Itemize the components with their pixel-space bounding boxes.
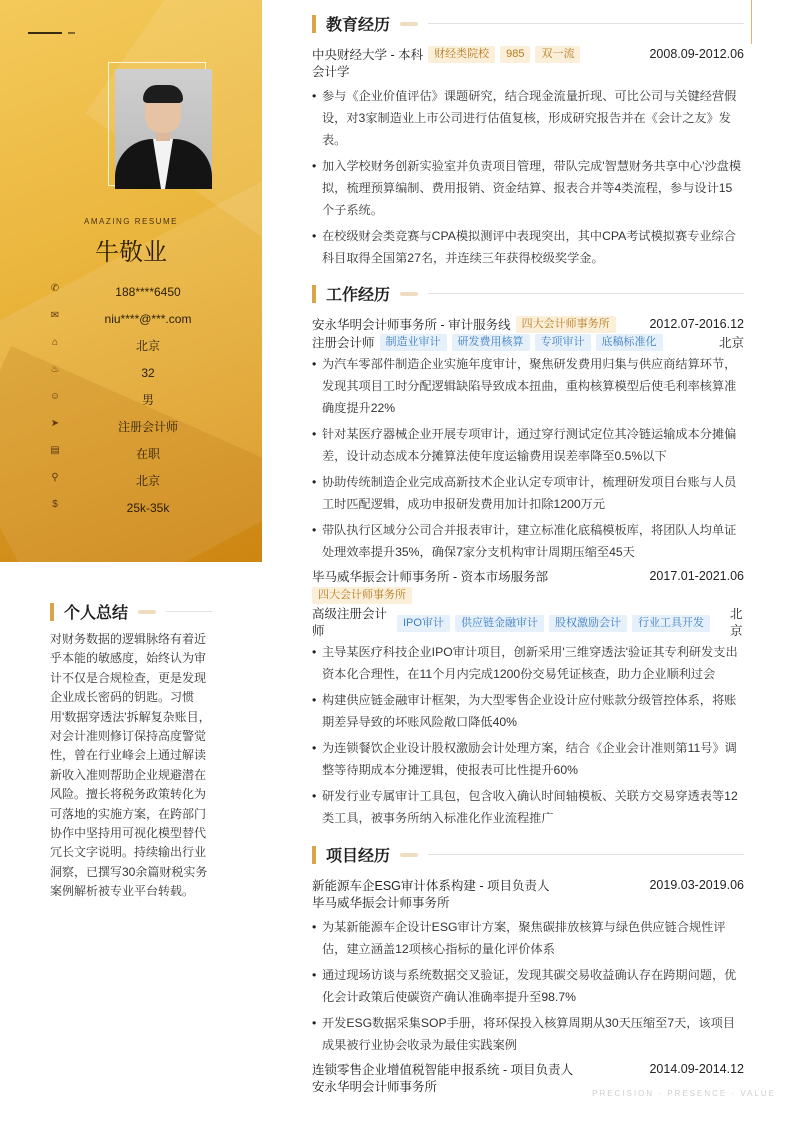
education-heading bbox=[312, 12, 744, 35]
job-city: 北京 bbox=[718, 336, 744, 350]
skill-tag: 研发费用核算 bbox=[452, 334, 530, 351]
projects-section bbox=[312, 843, 744, 1096]
education-title: 教育经历 bbox=[326, 15, 391, 34]
company-tag-row bbox=[312, 585, 744, 605]
education-header-row bbox=[312, 45, 744, 63]
sidebar-hero bbox=[0, 0, 262, 562]
job-date: 2017.01-2021.06 bbox=[649, 569, 744, 583]
info-salary bbox=[48, 494, 238, 521]
status-value: 在职 bbox=[135, 447, 160, 461]
location-value: 北京 bbox=[135, 474, 160, 488]
list-item: • 研发行业专属审计工具包，包含收入确认时间轴模板、关联方交易穿透表等12类工具，被事务所纳入标准化作业流程推广 bbox=[312, 785, 744, 829]
skill-tag: 底稿标准化 bbox=[596, 334, 663, 351]
mail-icon: ✉ bbox=[50, 310, 60, 321]
job-role-row bbox=[312, 333, 744, 351]
heading-rule bbox=[428, 854, 744, 855]
list-item: • 参与《企业价值评估》课题研究，结合现金流量折现、可比公司与关键经营假设，对3家制造业上市公司进行估值复核，形成研究报告并在《会计之友》发表。 bbox=[312, 85, 744, 151]
job-role-line: 高级注册会计 bbox=[312, 607, 388, 621]
school-tag: 财经类院校 bbox=[428, 46, 495, 63]
project-date: 2014.09-2014.12 bbox=[649, 1062, 744, 1076]
work-title: 工作经历 bbox=[326, 285, 391, 304]
info-email bbox=[48, 305, 238, 332]
project-name: 新能源车企ESG审计体系构建 - 项目负责人 bbox=[312, 879, 550, 893]
summary-text: 对财务数据的逻辑脉络有着近乎本能的敏感度，始终认为审计不仅是合规检查，更是发现企业成长密码的钥匙。习惯用'数据穿透法'拆解复杂账目，对会计准则修订保持高度警觉性，曾在行业峰会上通过解读新收入准则帮助企业规避潜在风险。擅长将税务政策转化为可落地的实施方案，在跨部门协作中坚持用可视化模型替代冗长文字说明。持续输出行业洞察，已撰写30余篇财税实务案例解析被专业平台转载。 bbox=[50, 632, 211, 899]
job-company: 安永华明会计师事务所 - 审计服务线 bbox=[312, 318, 511, 332]
job-bullets bbox=[312, 353, 744, 563]
phone-icon: ✆ bbox=[50, 283, 60, 294]
profile-photo bbox=[115, 69, 212, 189]
list-item: • 主导某医疗科技企业IPO审计项目，创新采用'三维穿透法'验证其专利研发支出资本化合理性，在11个月内完成1200份交易凭证核查，助力企业顺利过会 bbox=[312, 641, 744, 685]
info-location bbox=[48, 467, 238, 494]
briefcase-icon: ▤ bbox=[50, 445, 60, 456]
job-bullets bbox=[312, 641, 744, 829]
job-city bbox=[730, 606, 744, 640]
heading-accent-bar bbox=[312, 846, 316, 864]
work-heading bbox=[312, 282, 744, 305]
job-role-line: 师 bbox=[312, 624, 325, 638]
job-city-line: 京 bbox=[730, 624, 743, 638]
heading-pill bbox=[400, 853, 418, 857]
heading-accent-bar bbox=[312, 285, 316, 303]
list-item: • 构建供应链金融审计框架，为大型零售企业设计应付账款分级管控体系，将账期差异导致的坏账风险敞口降低40% bbox=[312, 689, 744, 733]
heading-accent-bar bbox=[50, 603, 54, 621]
list-item: • 开发ESG数据采集SOP手册，将环保投入核算周期从30天压缩至7天，该项目成果被行业协会收录为最佳实践案例 bbox=[312, 1012, 744, 1056]
skill-tag: 行业工具开发 bbox=[632, 615, 710, 632]
position-value: 注册会计师 bbox=[117, 420, 178, 434]
job-header-row bbox=[312, 315, 744, 333]
info-hometown bbox=[48, 332, 238, 359]
school-name: 中央财经大学 - 本科 bbox=[312, 48, 424, 62]
heading-accent-bar bbox=[312, 15, 316, 33]
skill-tag: 股权激励会计 bbox=[549, 615, 627, 632]
education-bullets bbox=[312, 85, 744, 269]
gender-value: 男 bbox=[141, 393, 154, 407]
company-tag: 四大会计师事务所 bbox=[312, 587, 412, 604]
project-name: 连锁零售企业增值税智能申报系统 - 项目负责人 bbox=[312, 1063, 574, 1077]
list-item: • 为连锁餐饮企业设计股权激励会计处理方案，结合《企业会计准则第11号》调整等待期成本分摊逻辑，使报表可比性提升60% bbox=[312, 737, 744, 781]
candidate-name: 牛敬业 bbox=[95, 238, 167, 266]
job-role bbox=[312, 606, 392, 640]
summary-heading bbox=[50, 600, 212, 623]
cake-icon: ♨ bbox=[50, 364, 60, 375]
project-org: 毕马威华振会计师事务所 bbox=[312, 896, 450, 910]
info-position bbox=[48, 413, 238, 440]
list-item: • 在校级财会类竞赛与CPA模拟测评中表现突出，其中CPA考试模拟赛专业综合科目取得全国第27名，并连续三年获得校级奖学金。 bbox=[312, 225, 744, 269]
contact-info-list bbox=[48, 278, 238, 521]
project-date: 2019.03-2019.06 bbox=[649, 878, 744, 892]
summary-title: 个人总结 bbox=[64, 603, 129, 622]
decorative-line bbox=[28, 32, 62, 34]
projects-heading bbox=[312, 843, 744, 866]
skill-tag: 专项审计 bbox=[535, 334, 591, 351]
skill-tag: IPO审计 bbox=[397, 615, 450, 632]
job-city-line: 北 bbox=[730, 607, 743, 621]
decorative-line bbox=[68, 32, 75, 34]
list-item: • 为某新能源车企设计ESG审计方案，聚焦碳排放核算与绿色供应链合规性评估，建立涵盖12项核心指标的量化评价体系 bbox=[312, 916, 744, 960]
project-org: 安永华明会计师事务所 bbox=[312, 1080, 438, 1094]
project-header-row bbox=[312, 1060, 744, 1078]
location-icon: ⚲ bbox=[51, 472, 59, 483]
job-company: 毕马威华振会计师事务所 - 资本市场服务部 bbox=[312, 570, 549, 584]
heading-pill bbox=[138, 610, 156, 614]
list-item: • 加入学校财务创新实验室并负责项目管理，带队完成'智慧财务共享中心'沙盘模拟，梳理预算编制、费用报销、资金结算、报表合并等4类流程，参与设计15个子系统。 bbox=[312, 155, 744, 221]
job-date: 2012.07-2016.12 bbox=[649, 317, 744, 331]
education-date: 2008.09-2012.06 bbox=[649, 47, 744, 61]
heading-rule bbox=[428, 293, 744, 294]
projects-title: 项目经历 bbox=[326, 846, 391, 865]
project-bullets bbox=[312, 916, 744, 1056]
job-role-row bbox=[312, 605, 744, 641]
project-header-row bbox=[312, 876, 744, 894]
resume-tagline: AMAZING RESUME bbox=[84, 217, 178, 226]
footer-motto: PRECISION · PRESENCE · VALUE bbox=[592, 1089, 776, 1098]
list-item: • 为汽车零部件制造企业实施年度审计，聚焦研发费用归集与供应商结算环节，发现其项目工时分配逻辑缺陷导致成本扭曲，重构核算模型后使毛利率核算准确度提升22% bbox=[312, 353, 744, 419]
education-major: 会计学 bbox=[312, 65, 350, 79]
info-age bbox=[48, 359, 238, 386]
salary-value: 25k-35k bbox=[126, 500, 170, 515]
job-header-row bbox=[312, 567, 744, 585]
skill-tag: 供应链金融审计 bbox=[455, 615, 544, 632]
job-role: 注册会计师 bbox=[312, 336, 375, 350]
school-tag: 985 bbox=[500, 46, 530, 63]
work-section bbox=[312, 282, 744, 833]
age-value: 32 bbox=[141, 365, 155, 380]
heading-rule bbox=[428, 23, 744, 24]
company-tag: 四大会计师事务所 bbox=[516, 316, 616, 333]
heading-rule bbox=[166, 611, 212, 612]
list-item: • 针对某医疗器械企业开展专项审计，通过穿行测试定位其冷链运输成本分摊偏差，设计动态成本分摊算法使年度运输费用误差率降至0.5%以下 bbox=[312, 423, 744, 467]
heading-pill bbox=[400, 22, 418, 26]
send-icon: ➤ bbox=[50, 418, 60, 429]
phone-value: 188****6450 bbox=[115, 284, 181, 299]
education-section bbox=[312, 12, 744, 273]
person-icon: ☺ bbox=[49, 391, 61, 402]
home-icon: ⌂ bbox=[51, 337, 59, 348]
list-item: • 协助传统制造企业完成高新技术企业认定专项审计，梳理研发项目台账与人员工时匹配逻辑，成功申报研发费用加计扣除1200万元 bbox=[312, 471, 744, 515]
list-item: • 带队执行区域分公司合并报表审计，建立标准化底稿模板库，将团队人均单证处理效率提升35%，确保7家分支机构审计周期压缩至45天 bbox=[312, 519, 744, 563]
salary-icon: $ bbox=[52, 499, 58, 510]
skill-tag: 制造业审计 bbox=[380, 334, 447, 351]
info-phone bbox=[48, 278, 238, 305]
email-value: niu****@***.com bbox=[104, 311, 192, 326]
hometown-value: 北京 bbox=[135, 339, 160, 353]
info-gender bbox=[48, 386, 238, 413]
school-tag: 双一流 bbox=[535, 46, 580, 63]
list-item: • 通过现场访谈与系统数据交叉验证，发现其碳交易收益确认存在跨期问题，优化会计政策后使碳资产确认准确率提升至98.7% bbox=[312, 964, 744, 1008]
info-status bbox=[48, 440, 238, 467]
heading-pill bbox=[400, 292, 418, 296]
